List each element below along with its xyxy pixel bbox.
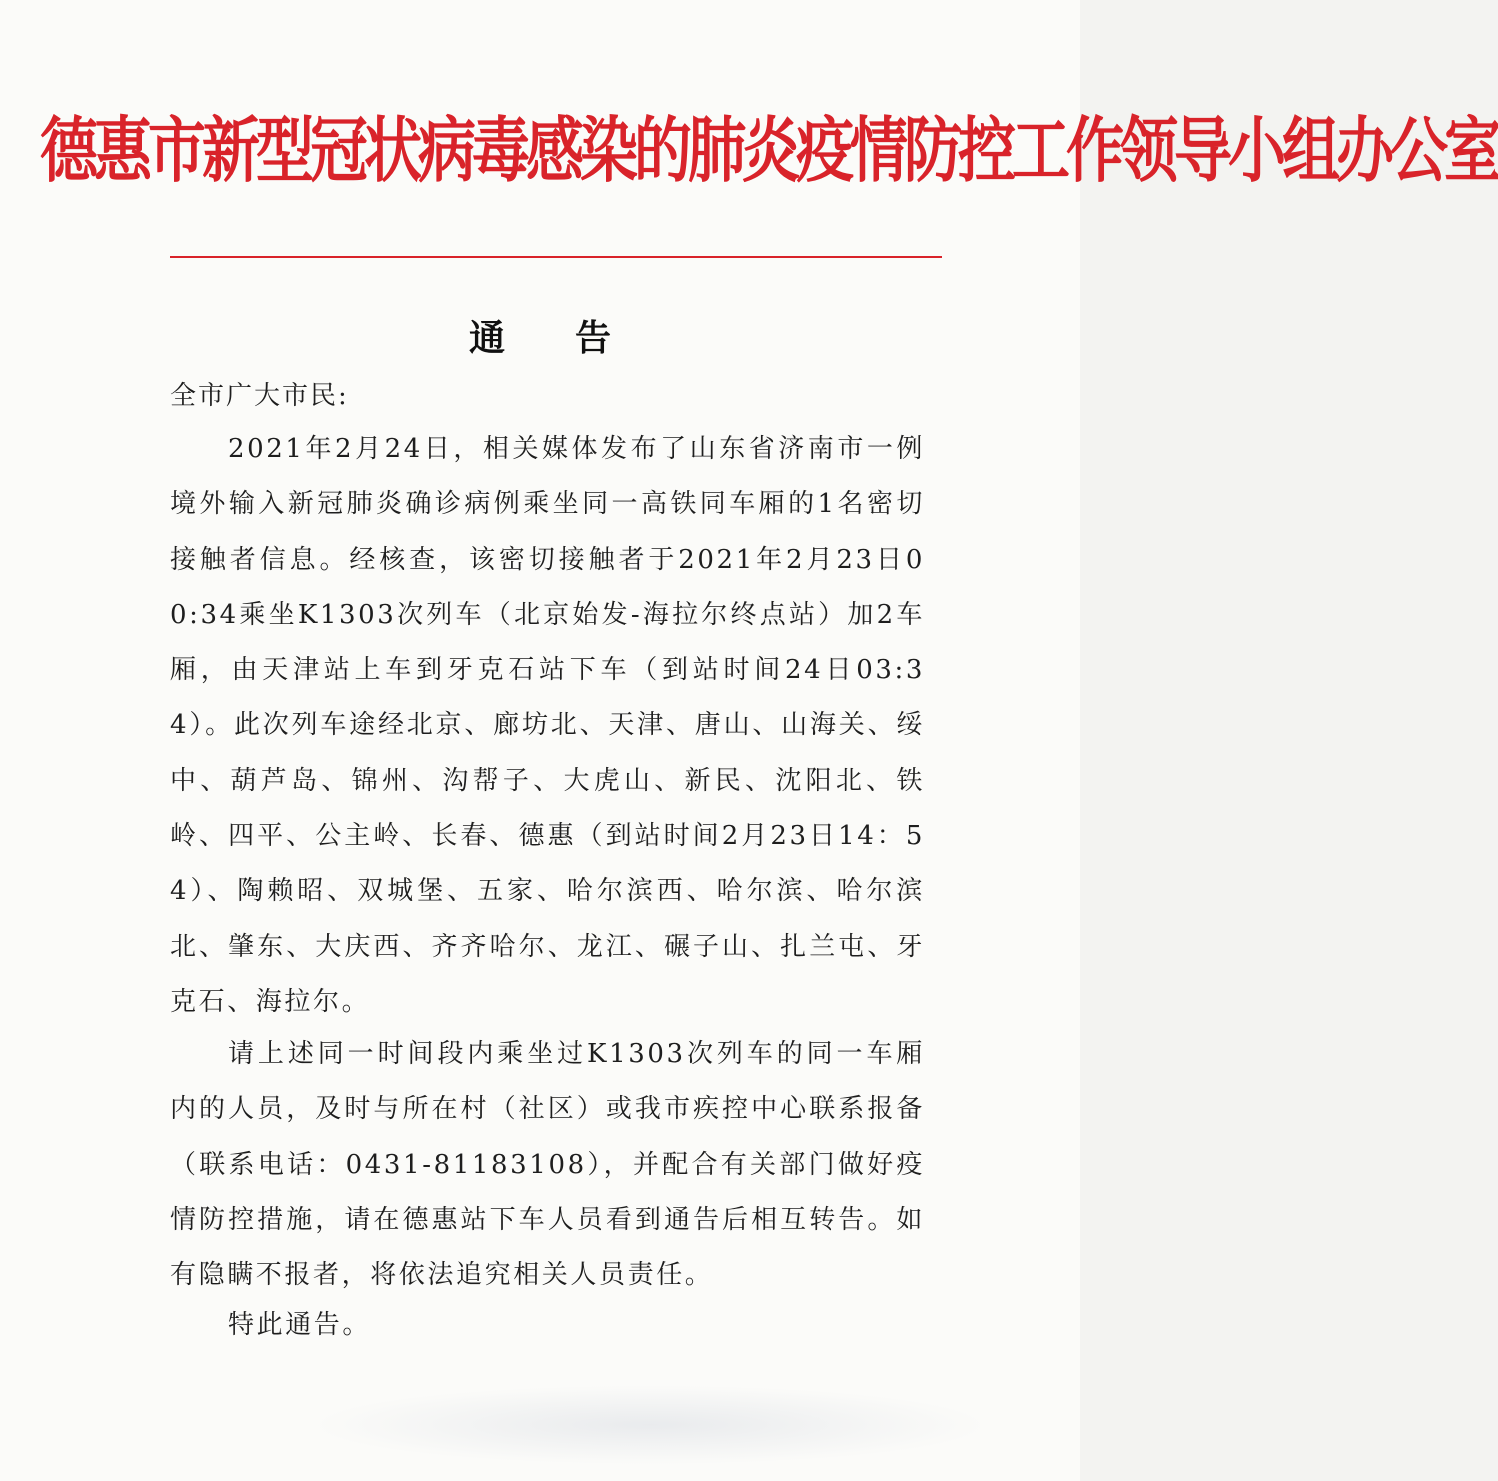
scan-smudge (310, 1385, 990, 1465)
closing-line: 特此通告。 (228, 1310, 372, 1340)
notice-heading (0, 313, 1080, 365)
body-paragraph-1: 2021年2月24日，相关媒体发布了山东省济南市一例境外输入新冠肺炎确诊病例乘坐同一高铁同车厢的1名密切接触者信息。经核查，该密切接触者于2021年2月23日00:34乘坐K1303次列车（北京始发-海拉尔终点站）加2车厢，由天津站上车到牙克石站下车（到站时间24日03:34）。此次列车途经北京、廊坊北、天津、唐山、山海关、绥中、葫芦岛、锦州、沟帮子、大虎山、新民、沈阳北、铁岭、四平、公主岭、长春、德惠（到站时间2月23日14：54）、陶赖昭、双城堡、五家、哈尔滨西、哈尔滨、哈尔滨北、肇东、大庆西、齐齐哈尔、龙江、碾子山、扎兰屯、牙克石、海拉尔。 (170, 434, 925, 1017)
body-paragraph-2: 请上述同一时间段内乘坐过K1303次列车的同一车厢内的人员，及时与所在村（社区）或我市疾控中心联系报备（联系电话：0431-81183108），并配合有关部门做好疫情防控措施，请在德惠站下车人员看到通告后相互转告。如有隐瞒不报者，将依法追究相关人员责任。 (170, 1039, 925, 1291)
red-divider-line (170, 256, 942, 258)
notice-heading-char-1: 通 (468, 318, 505, 359)
notice-heading-char-2: 告 (575, 318, 612, 359)
issuing-office-title: 德惠市新型冠状病毒感染的肺炎疫情防控工作领导小组办公室 (40, 109, 1498, 193)
salutation: 全市广大市民: (170, 381, 349, 411)
